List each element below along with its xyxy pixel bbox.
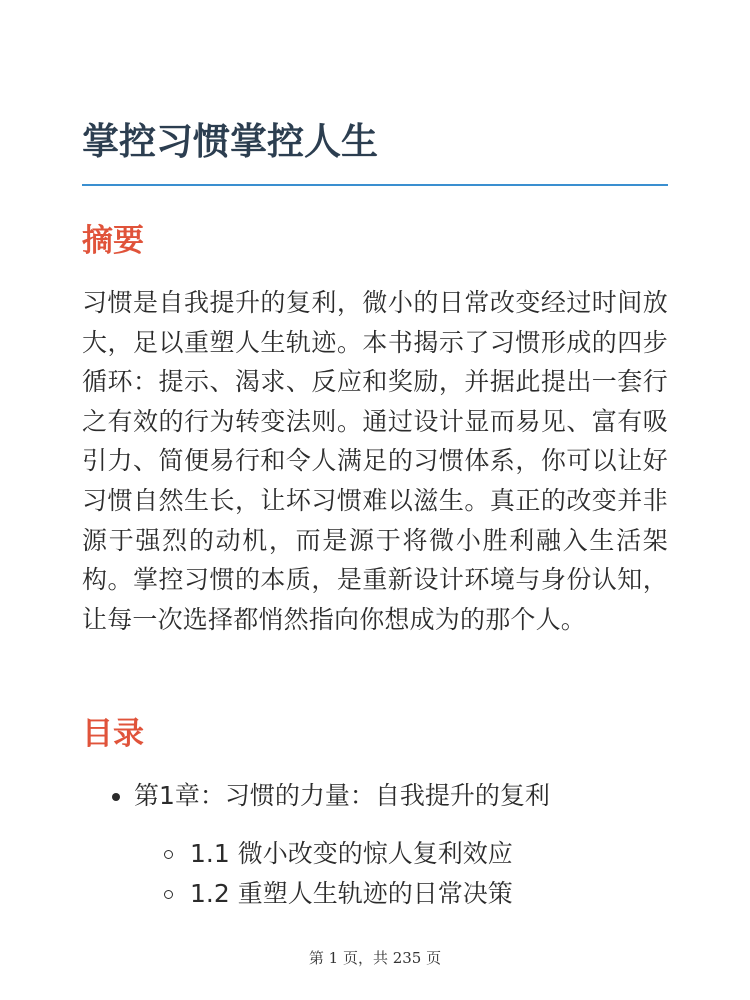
toc-heading: 目录 (82, 716, 144, 752)
document-title: 掌控习惯掌控人生 (82, 120, 378, 163)
toc-chapter-1 (82, 776, 668, 908)
table-of-contents (82, 776, 668, 908)
abstract-heading: 摘要 (82, 223, 144, 259)
bullet-disc-icon (112, 793, 120, 801)
title-divider (82, 184, 668, 186)
toc-chapter-label: 第1章：习惯的力量：自我提升的复利 (134, 781, 550, 810)
bullet-circle-icon (164, 890, 173, 899)
toc-section-label: 1.1 微小改变的惊人复利效应 (190, 839, 513, 868)
bullet-circle-icon (164, 850, 173, 859)
toc-chapter-1-sections (82, 834, 668, 914)
toc-section-1-1 (82, 834, 668, 874)
abstract-text: 习惯是自我提升的复利，微小的日常改变经过时间放大，足以重塑人生轨迹。本书揭示了习惯形成的四步循环：提示、渴求、反应和奖励，并据此提出一套行之有效的行为转变法则。通过设计显而易见、富有吸引力、简便易行和令人满足的习惯体系，你可以让好习惯自然生长，让坏习惯难以滋生。真正的改变并非源于强烈的动机，而是源于将微小胜利融入生活架构。掌控习惯的本质，是重新设计环境与身份认知，让每一次选择都悄然指向你想成为的那个人。 (82, 288, 668, 634)
toc-section-label: 1.2 重塑人生轨迹的日常决策 (190, 879, 513, 908)
page-number-footer: 第 1 页，共 235 页 (308, 949, 442, 967)
toc-section-1-2 (82, 874, 668, 914)
